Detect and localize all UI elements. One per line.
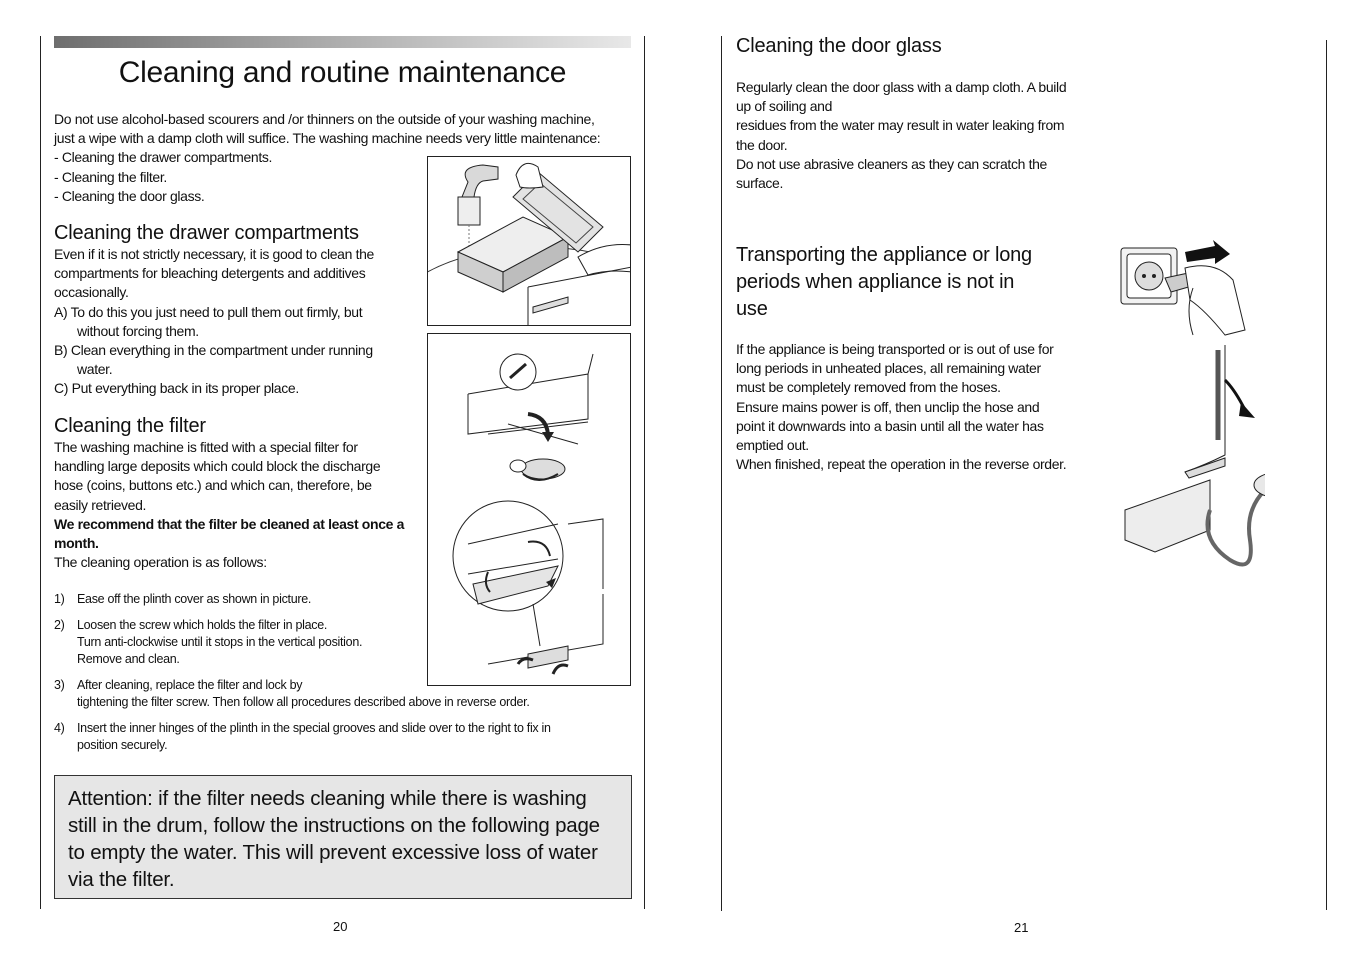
step-number: 2) bbox=[54, 618, 65, 632]
transport-line: point it downwards into a basin until all the water has bbox=[736, 417, 1044, 434]
door-glass-line: residues from the water may result in water leaking from bbox=[736, 117, 1065, 134]
step-number: 3) bbox=[54, 678, 65, 692]
intro-line: Do not use alcohol-based scourers and /or thinners on the outside of your washing machine, bbox=[54, 111, 595, 127]
page-number-right: 21 bbox=[1014, 920, 1029, 935]
hose-draining-illustration-icon bbox=[1115, 240, 1265, 580]
drawer-line: Even if it is not strictly necessary, it is good to clean the bbox=[54, 246, 374, 262]
filter-line: The washing machine is fitted with a special filter for bbox=[54, 439, 358, 455]
filter-text bbox=[54, 438, 426, 572]
filter-recommendation: We recommend that the filter be cleaned at least once a bbox=[54, 515, 405, 532]
step-line: Turn anti-clockwise until it stops in the vertical position. bbox=[77, 635, 363, 649]
transport-line: must be completely removed from the hoses. bbox=[736, 379, 1001, 396]
page-title: Cleaning and routine maintenance bbox=[118, 56, 567, 89]
filter-heading: Cleaning the filter bbox=[54, 415, 206, 437]
step-line: Loosen the screw which holds the filter in place. bbox=[77, 618, 328, 632]
intro-list-item: - Cleaning the drawer compartments. bbox=[54, 149, 273, 166]
transport-heading-line: Transporting the appliance or long bbox=[736, 244, 1032, 266]
transport-line: Ensure mains power is off, then unclip the hose and bbox=[736, 398, 1040, 415]
door-glass-line: Regularly clean the door glass with a damp cloth. A build bbox=[736, 79, 1067, 95]
step-line: position securely. bbox=[77, 738, 168, 752]
step-line: After cleaning, replace the filter and lock by bbox=[77, 678, 303, 692]
drawer-step-c: C) Put everything back in its proper place. bbox=[54, 380, 299, 397]
transport-heading-line: periods when appliance is not in bbox=[736, 271, 1015, 293]
right-page-left-rule bbox=[721, 36, 722, 911]
drawer-line: occasionally. bbox=[54, 284, 129, 301]
transport-line: emptied out. bbox=[736, 437, 809, 454]
intro-line: just a wipe with a damp cloth will suffice. The washing machine needs very little maintenance: bbox=[54, 130, 601, 147]
drawer-step-a-cont: without forcing them. bbox=[77, 322, 199, 339]
step-line: Ease off the plinth cover as shown in picture. bbox=[77, 592, 312, 606]
filter-line: handling large deposits which could block the discharge bbox=[54, 458, 381, 475]
page-number-left: 20 bbox=[333, 919, 348, 934]
door-glass-line: up of soiling and bbox=[736, 98, 833, 115]
filter-line: hose (coins, buttons etc.) and which can, therefore, be bbox=[54, 477, 372, 494]
transport-heading bbox=[736, 242, 1096, 323]
step-line: Insert the inner hinges of the plinth in the special grooves and slide over to the right to fix in bbox=[77, 721, 551, 735]
door-glass-line: Do not use abrasive cleaners as they can scratch the bbox=[736, 155, 1047, 172]
drawer-heading: Cleaning the drawer compartments bbox=[54, 222, 359, 244]
filter-step bbox=[54, 720, 634, 754]
intro-list-item: - Cleaning the filter. bbox=[54, 168, 167, 185]
drawer-step-b: B) Clean everything in the compartment under running bbox=[54, 342, 373, 359]
drawer-cleaning-illustration-icon bbox=[427, 156, 631, 326]
transport-line: long periods in unheated places, all remaining water bbox=[736, 360, 1041, 377]
step-line: Remove and clean. bbox=[77, 652, 180, 666]
door-glass-line: the door. bbox=[736, 136, 788, 153]
filter-cleaning-illustration-icon bbox=[427, 333, 631, 686]
door-glass-heading: Cleaning the door glass bbox=[736, 35, 942, 57]
filter-operation-intro: The cleaning operation is as follows: bbox=[54, 554, 267, 571]
filter-line: easily retrieved. bbox=[54, 496, 147, 513]
transport-heading-line: use bbox=[736, 298, 768, 320]
drawer-step-a: A) To do this you just need to pull them out firmly, but bbox=[54, 303, 363, 320]
step-number: 1) bbox=[54, 592, 65, 606]
transport-text bbox=[736, 340, 1106, 474]
transport-line: When finished, repeat the operation in the reverse order. bbox=[736, 456, 1067, 473]
step-line: tightening the filter screw. Then follow all procedures described above in reverse order. bbox=[77, 695, 530, 709]
header-gradient-bar bbox=[54, 36, 631, 48]
intro-list-item: - Cleaning the door glass. bbox=[54, 187, 205, 204]
door-glass-text bbox=[736, 78, 1106, 193]
drawer-step-b-cont: water. bbox=[77, 361, 113, 378]
left-margin-rule bbox=[40, 36, 41, 909]
right-margin-rule bbox=[1326, 40, 1327, 910]
door-glass-line: surface. bbox=[736, 175, 783, 192]
step-number: 4) bbox=[54, 721, 65, 735]
attention-box: Attention: if the filter needs cleaning while there is washing still in the drum, follow the instructions on the following page to empty the water. This will prevent excessive loss of water via the filter. bbox=[54, 775, 632, 899]
drawer-text bbox=[54, 245, 424, 399]
transport-line: If the appliance is being transported or is out of use for bbox=[736, 341, 1054, 357]
drawer-line: compartments for bleaching detergents and additives bbox=[54, 265, 366, 282]
filter-recommendation-cont: month. bbox=[54, 535, 99, 552]
